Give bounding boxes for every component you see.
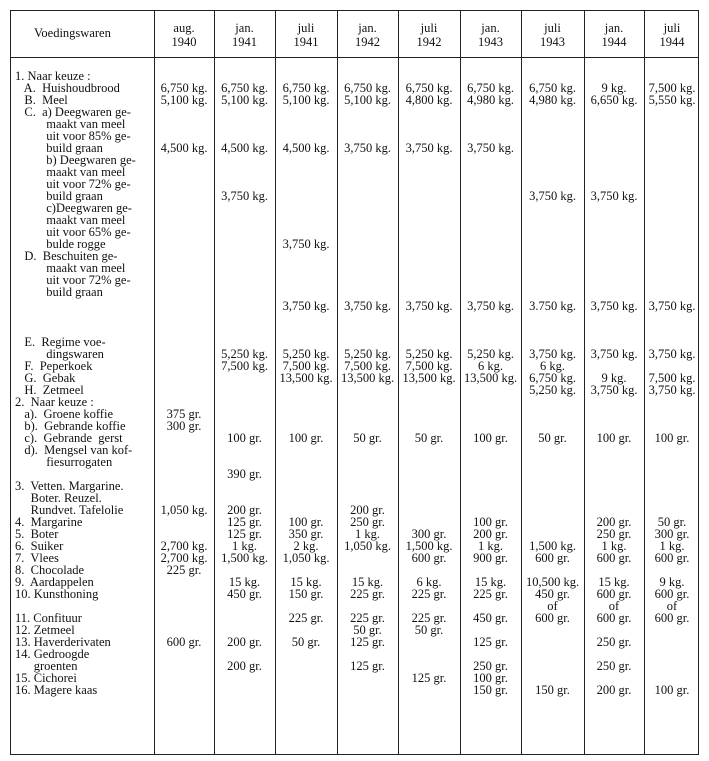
table-cell: 1,500 kg. (529, 539, 576, 553)
table-cell: 50 gr. (414, 431, 444, 445)
row-label: 8. Chocolade (15, 563, 85, 577)
row-label: 12. Zetmeel (15, 623, 75, 637)
table-cell: 200 gr. (596, 515, 632, 529)
table-cell: 50 gr. (353, 431, 382, 445)
table-cell: 6,750 kg. (344, 81, 391, 95)
table-cell: 600 gr. (166, 635, 202, 649)
table-cell: 3,750 kg. (590, 299, 638, 313)
table-cell: 225 gr. (473, 587, 508, 601)
table-cell: 4,800 kg. (405, 93, 453, 107)
header-voedingswaren (11, 11, 154, 57)
table-cell: 3,750 kg. (405, 299, 453, 313)
table-cell: 9 kg. (659, 575, 685, 589)
table-cell: 3,750 kg. (590, 189, 638, 203)
header-period (214, 11, 275, 57)
table-cell: 125 gr. (411, 671, 447, 685)
table-cell: 225 gr. (411, 587, 447, 601)
table-cell: 6 kg. (416, 575, 442, 589)
table-cell: 50 gr. (291, 635, 321, 649)
table-cell: 15 kg. (351, 575, 384, 589)
table-cell: 225 gr. (166, 563, 202, 577)
table-cell: 4,980 kg. (529, 93, 576, 107)
row-label: maakt van meel (15, 117, 126, 131)
table-cell: 3,750 kg. (282, 299, 330, 313)
table-cell: 3,750 kg. (648, 347, 696, 361)
table-cell: of (547, 599, 558, 613)
row-label: 7. Vlees (15, 551, 59, 565)
table-cell: 1,050 kg. (344, 539, 391, 553)
row-label: 14. Gedroogde (15, 647, 90, 661)
table-cell: 2 kg. (293, 539, 319, 553)
table-cell: 7,500 kg. (405, 359, 453, 373)
table-cell: 7,500 kg. (282, 359, 330, 373)
table-cell: 600 gr. (535, 611, 570, 625)
row-label: 15. Cichorei (15, 671, 77, 685)
header-period (521, 11, 584, 57)
table-cell: 6,650 kg. (590, 93, 638, 107)
table-cell: 50 gr. (538, 431, 567, 445)
table-cell: 1,500 kg. (405, 539, 453, 553)
table-cell: 6,750 kg. (529, 81, 576, 95)
header-period (644, 11, 700, 57)
table-cell: 600 gr. (654, 611, 690, 625)
header-label-line: juli (663, 21, 681, 35)
table-cell: 375 gr. (166, 407, 202, 421)
table-cell: 125 gr. (227, 515, 262, 529)
table-cell: 5,100 kg. (221, 93, 268, 107)
table-cell: 3,750 kg. (529, 347, 576, 361)
table-cell: 125 gr. (227, 527, 262, 541)
table-cell: 3,750 kg. (467, 141, 514, 155)
table-cell: 5,550 kg. (648, 93, 696, 107)
table-cell: 250 gr. (596, 635, 632, 649)
header-label-line: jan. (358, 21, 377, 35)
row-label: 3. Vetten. Margarine. (15, 479, 124, 493)
table-cell: 9 kg. (601, 81, 627, 95)
table-cell: of (666, 599, 678, 613)
table-cell: 600 gr. (596, 611, 632, 625)
table-cell: 150 gr. (473, 683, 508, 697)
table-cell: 100 gr. (596, 431, 632, 445)
row-label: G. Gebak (15, 371, 76, 385)
table-cell: 4,500 kg. (282, 141, 330, 155)
header-label-line: juli (420, 21, 438, 35)
table-cell: 1 kg. (232, 539, 257, 553)
table-cell: 6,750 kg. (221, 81, 268, 95)
table-cell: 5,100 kg. (282, 93, 330, 107)
header-period (584, 11, 644, 57)
row-label: Boter. Reuzel. (15, 491, 102, 505)
table-cell: 3,750 kg. (467, 299, 514, 313)
header-period (337, 11, 398, 57)
table-cell: 6 kg. (478, 359, 503, 373)
header-period (275, 11, 337, 57)
table-cell: 5,250 kg. (344, 347, 391, 361)
table-cell: 100 gr. (288, 431, 324, 445)
table-cell: 6,750 kg. (282, 81, 330, 95)
header-label-line: 1941 (293, 35, 319, 49)
table-cell: 15 kg. (290, 575, 322, 589)
table-cell: 200 gr. (350, 503, 385, 517)
header-label-line: 1942 (355, 35, 380, 49)
table-cell: 5,100 kg. (344, 93, 391, 107)
header-period (460, 11, 521, 57)
table-cell: 200 gr. (473, 527, 508, 541)
row-label: D. Beschuiten ge- (15, 249, 118, 263)
table-cell: 6 kg. (540, 359, 565, 373)
header-label-line: 1943 (478, 35, 503, 49)
table-cell: 300 gr. (411, 527, 447, 541)
table-cell: 4,500 kg. (221, 141, 268, 155)
header-period (154, 11, 214, 57)
row-label: B. Meel (15, 93, 68, 107)
table-cell: 100 gr. (473, 515, 508, 529)
row-label: c)Deegwaren ge- (15, 201, 132, 215)
table-cell: 5,250 kg. (529, 383, 576, 397)
table-cell: 125 gr. (350, 659, 385, 673)
row-label: 10. Kunsthoning (15, 587, 99, 601)
table-cell: 6,750 kg. (405, 81, 453, 95)
table-cell: 600 gr. (654, 551, 690, 565)
table-cell: 300 gr. (654, 527, 690, 541)
table-cell: 250 gr. (350, 515, 385, 529)
table-cell: 250 gr. (596, 659, 632, 673)
row-label: build graan (15, 189, 103, 203)
table-cell: 200 gr. (227, 635, 262, 649)
table-cell: 7,500 kg. (648, 371, 696, 385)
header-label-line: jan. (481, 21, 500, 35)
table-cell: 900 gr. (473, 551, 508, 565)
header-label-line: jan. (235, 21, 254, 35)
table-cell: 100 gr. (288, 515, 324, 529)
table-cell: 15 kg. (474, 575, 507, 589)
row-label: Rundvet. Tafelolie (15, 503, 124, 517)
row-label: F. Peperkoek (15, 359, 93, 373)
table-cell: 3,750 kg. (648, 383, 696, 397)
table-cell: 100 gr. (473, 431, 508, 445)
table-cell: 2,700 kg. (160, 539, 208, 553)
row-label: uit voor 85% ge- (15, 129, 131, 143)
table-cell: 125 gr. (350, 635, 385, 649)
table-cell: 200 gr. (227, 659, 262, 673)
header-label-line: aug. (173, 21, 195, 35)
table-cell: 3.750 kg. (529, 299, 576, 313)
row-label: bulde rogge (15, 237, 106, 251)
header-label-line: Voedingswaren (34, 26, 111, 40)
table-cell: 3,750 kg. (282, 237, 330, 251)
table-cell: 225 gr. (411, 611, 447, 625)
table-cell: 1 kg. (478, 539, 503, 553)
header-divider (11, 57, 698, 58)
table-cell: 450 gr. (473, 611, 508, 625)
table-cell: 5,250 kg. (467, 347, 514, 361)
table-cell: 600 gr. (654, 587, 690, 601)
table-cell: 13,500 kg. (279, 371, 333, 385)
table-cell: 100 gr. (473, 671, 508, 685)
row-label: E. Regime voe- (15, 335, 106, 349)
table-cell: 3,750 kg. (405, 141, 453, 155)
row-label: d). Mengsel van kof- (15, 443, 133, 457)
row-label: a). Groene koffie (15, 407, 113, 421)
header-period (398, 11, 460, 57)
table-cell: 2,700 kg. (160, 551, 208, 565)
row-label: 6. Suiker (15, 539, 64, 553)
table-cell: 600 gr. (596, 551, 632, 565)
table-cell: 3,750 kg. (344, 299, 391, 313)
table-cell: 5,250 kg. (405, 347, 453, 361)
row-label: build graan (15, 141, 103, 155)
table-cell: 125 gr. (473, 635, 508, 649)
table-cell: 225 gr. (288, 611, 324, 625)
table-cell: 1 kg. (601, 539, 627, 553)
table-cell: 100 gr. (227, 431, 262, 445)
table-cell: 9 kg. (601, 371, 627, 385)
table-cell: 600 gr. (411, 551, 447, 565)
row-label: maakt van meel (15, 213, 126, 227)
table-cell: 1 kg. (355, 527, 380, 541)
table-cell: 50 gr. (414, 623, 444, 637)
header-label-line: 1944 (659, 35, 685, 49)
row-label: b). Gebrande koffie (15, 419, 126, 433)
table-cell: 150 gr. (288, 587, 324, 601)
table-cell: 7,500 kg. (648, 81, 696, 95)
table-cell: 6,750 kg. (160, 81, 208, 95)
table-cell: 390 gr. (227, 467, 262, 481)
table-cell: 600 gr. (535, 551, 570, 565)
table-cell: 3,750 kg. (344, 141, 391, 155)
header-label-line: juli (297, 21, 315, 35)
table-cell: 6,750 kg. (467, 81, 514, 95)
header-label-line: juli (544, 21, 561, 35)
row-label: c). Gebrande gerst (15, 431, 123, 445)
table-cell: 250 gr. (473, 659, 508, 673)
row-label: A. Huishoudbrood (15, 81, 120, 95)
table-cell: 100 gr. (654, 431, 690, 445)
table-cell: 5,250 kg. (221, 347, 268, 361)
table-cell: 7,500 kg. (344, 359, 391, 373)
row-label: dingswaren (15, 347, 104, 361)
table-cell: 450 gr. (227, 587, 262, 601)
table-cell: 350 gr. (288, 527, 324, 541)
table-cell: 300 gr. (166, 419, 202, 433)
row-label: 16. Magere kaas (15, 683, 98, 697)
table-cell: 250 gr. (596, 527, 632, 541)
row-label: 13. Haverderivaten (15, 635, 111, 649)
header-label-line: 1942 (416, 35, 442, 49)
table-cell: 450 gr. (535, 587, 570, 601)
table-cell: 1,500 kg. (221, 551, 268, 565)
table-cell: 225 gr. (350, 587, 385, 601)
row-label: H. Zetmeel (15, 383, 84, 397)
table-cell: 50 gr. (353, 623, 382, 637)
row-label: 9. Aardappelen (15, 575, 94, 589)
row-label: 2. Naar keuze : (15, 395, 94, 409)
row-label: uit voor 72% ge- (15, 177, 131, 191)
table-cell: 6,750 kg. (529, 371, 576, 385)
header-label-line: jan. (604, 21, 624, 35)
table-cell: 600 gr. (596, 587, 632, 601)
table-cell: 200 gr. (227, 503, 262, 517)
table-cell: 3,750 kg. (648, 299, 696, 313)
row-label: uit voor 65% ge- (15, 225, 131, 239)
row-label: 11. Confituur (15, 611, 82, 625)
table-cell: 13,500 kg. (463, 371, 518, 385)
row-label: 5. Boter (15, 527, 59, 541)
header-label-line: 1941 (232, 35, 257, 49)
food-ration-table (10, 10, 699, 755)
table-cell: 150 gr. (535, 683, 570, 697)
table-cell: 13,500 kg. (340, 371, 395, 385)
table-cell: 225 gr. (350, 611, 385, 625)
table-cell: 5,250 kg. (282, 347, 330, 361)
table-cell: 100 gr. (654, 683, 690, 697)
table-cell: 15 kg. (598, 575, 630, 589)
header-label-line: 1940 (171, 35, 197, 49)
row-label: 4. Margarine (15, 515, 83, 529)
header-label-line: 1944 (601, 35, 627, 49)
table-cell: 3,750 kg. (590, 383, 638, 397)
table-cell: 1,050 kg. (160, 503, 208, 517)
table-cell: of (608, 599, 620, 613)
row-label: uit voor 72% ge- (15, 273, 131, 287)
table-cell: 200 gr. (596, 683, 632, 697)
table-cell: 1 kg. (659, 539, 685, 553)
row-label: fiesurrogaten (15, 455, 113, 469)
table-cell: 7,500 kg. (221, 359, 268, 373)
table-cell: 50 gr. (657, 515, 687, 529)
row-label: maakt van meel (15, 261, 126, 275)
table-cell: 1,050 kg. (282, 551, 330, 565)
row-label: 1. Naar keuze : (15, 69, 91, 83)
header-label-line: 1943 (540, 35, 565, 49)
table-cell: 3,750 kg. (529, 189, 576, 203)
row-label: C. a) Deegwaren ge- (15, 105, 131, 119)
table-cell: 15 kg. (228, 575, 261, 589)
table-cell: 4,500 kg. (160, 141, 208, 155)
table-cell: 3,750 kg. (590, 347, 638, 361)
row-label: groenten (15, 659, 78, 673)
row-label: b) Deegwaren ge- (15, 153, 136, 167)
table-cell: 4,980 kg. (467, 93, 514, 107)
table-cell: 13,500 kg. (402, 371, 456, 385)
table-cell: 5,100 kg. (160, 93, 208, 107)
row-label: maakt van meel (15, 165, 126, 179)
table-cell: 10,500 kg. (525, 575, 580, 589)
table-cell: 3,750 kg. (221, 189, 268, 203)
row-label: build graan (15, 285, 103, 299)
